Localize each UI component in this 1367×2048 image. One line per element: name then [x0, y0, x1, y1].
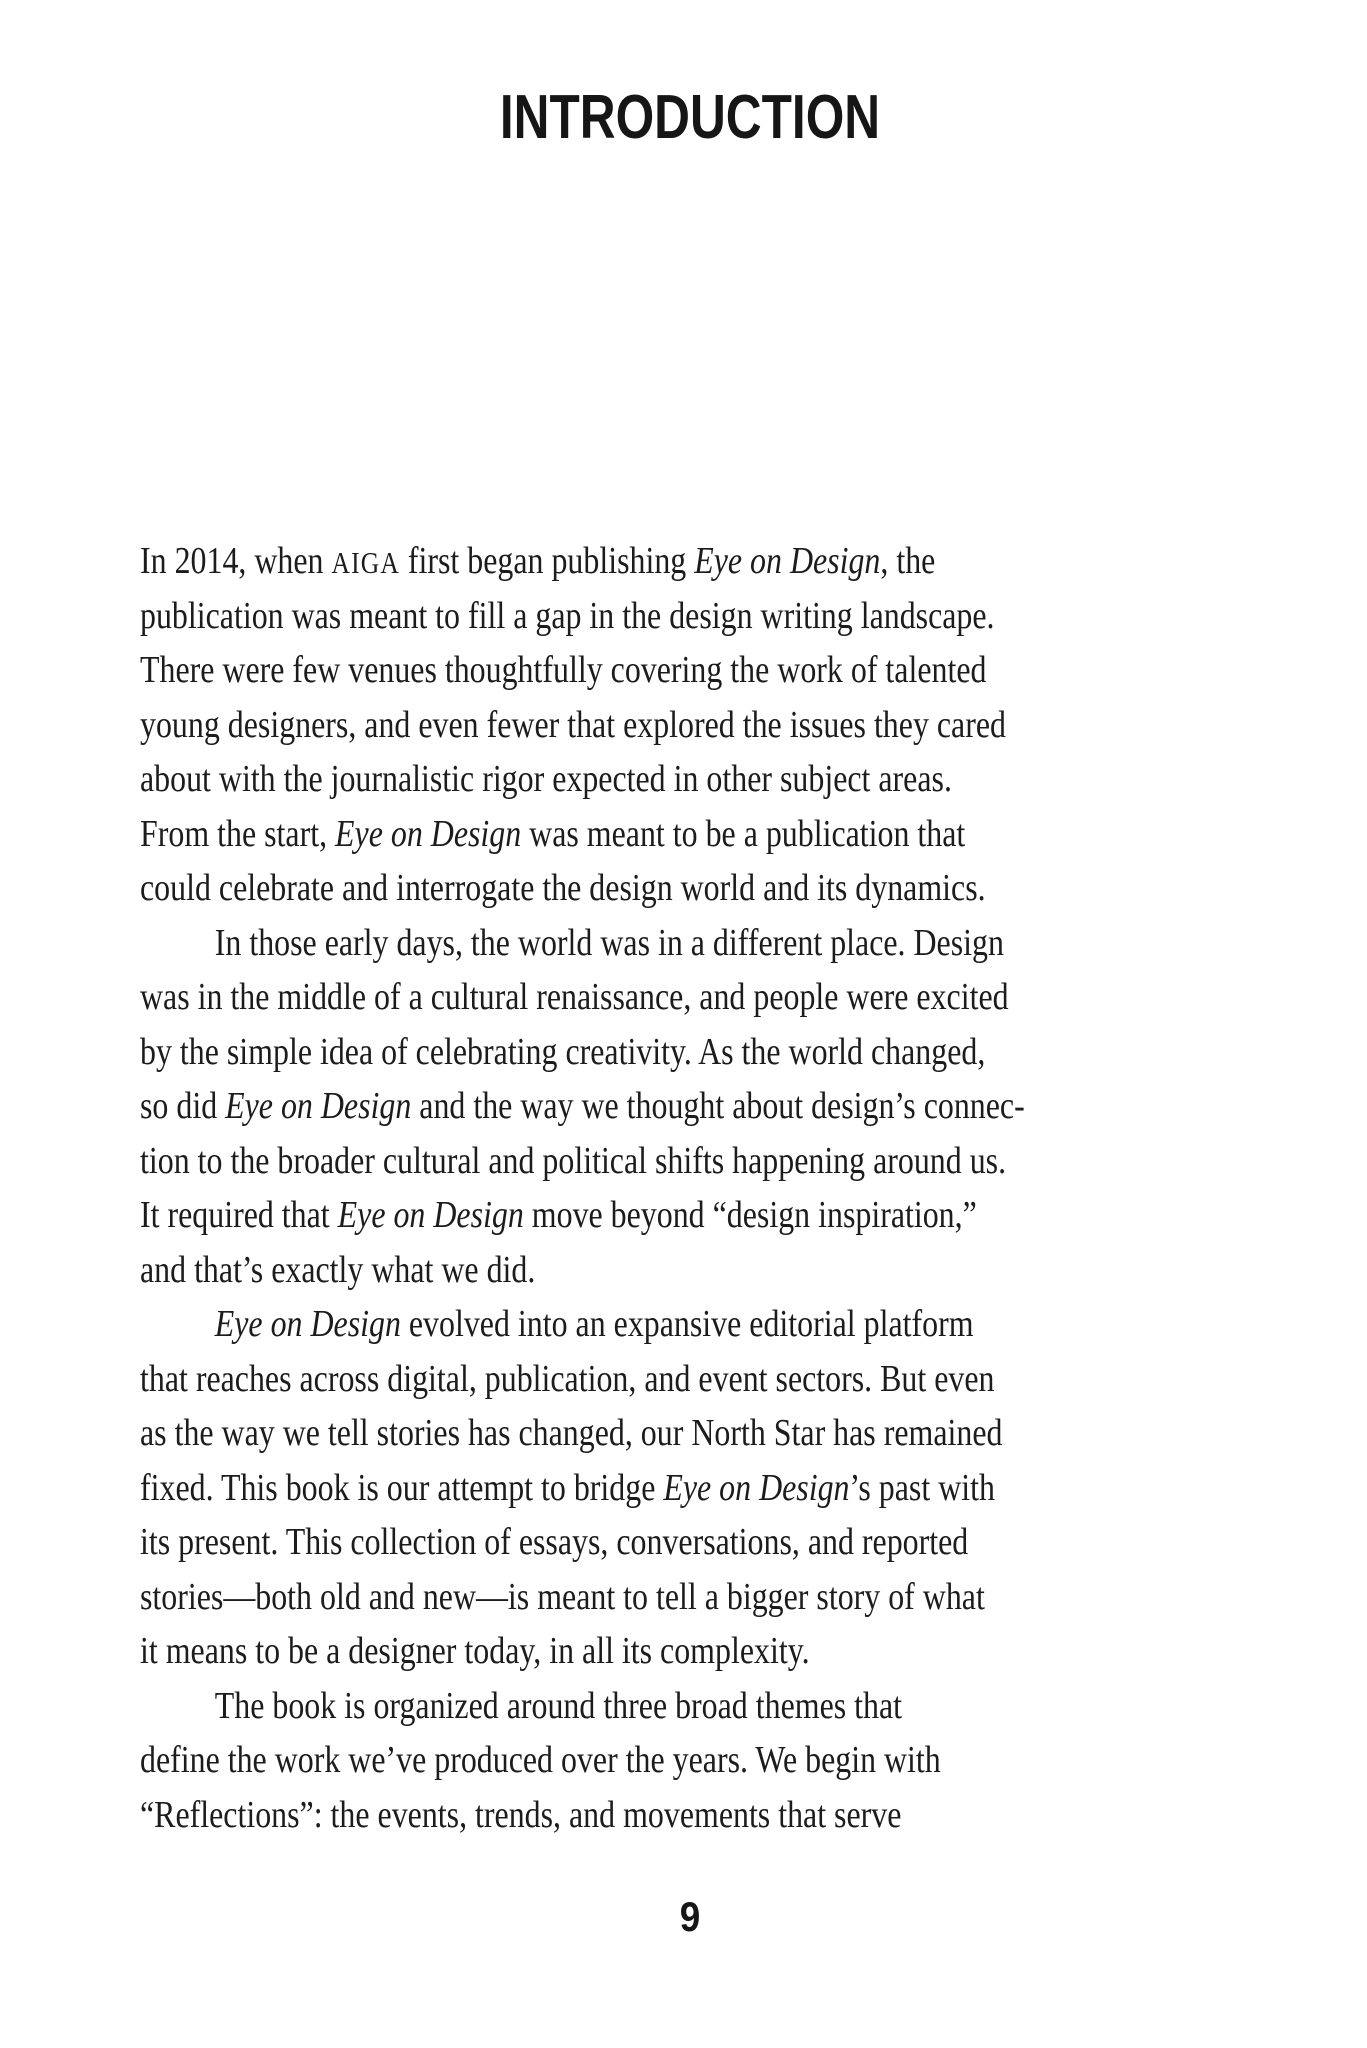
- text-segment: The book is organized around three broad themes that: [214, 1684, 903, 1727]
- page-number: 9: [679, 1893, 701, 1940]
- text-line: [140, 1243, 1240, 1298]
- text-line: [140, 1134, 1240, 1189]
- text-segment: could celebrate and interrogate the design world and its dynamics.: [140, 867, 986, 909]
- text-line: [140, 1515, 1240, 1570]
- italic-text: Eye on Design: [225, 1085, 412, 1127]
- italic-text: Eye on Design: [214, 1303, 401, 1345]
- smallcaps-text: AIGA: [331, 546, 400, 580]
- text-segment: define the work we’ve produced over the years. We begin with: [140, 1739, 941, 1781]
- text-segment: There were few venues thoughtfully covering the work of talented: [140, 649, 987, 691]
- italic-text: Eye on Design: [663, 1466, 850, 1509]
- text-segment: , the: [880, 540, 936, 582]
- text-segment: was meant to be a publication that: [521, 812, 966, 855]
- paragraph: [140, 534, 1240, 916]
- paragraph: [140, 1297, 1240, 1679]
- text-line: [140, 1679, 1240, 1734]
- text-segment: about with the journalistic rigor expected in other subject areas.: [140, 758, 952, 800]
- paragraph: [140, 1679, 1240, 1843]
- text-segment: move beyond “design inspiration,”: [523, 1194, 977, 1236]
- text-line: [140, 1570, 1240, 1625]
- text-line: [140, 970, 1240, 1025]
- paragraph: [140, 916, 1240, 1298]
- text-line: [140, 1025, 1240, 1080]
- italic-text: Eye on Design: [335, 812, 522, 855]
- text-segment: publication was meant to fill a gap in the design writing landscape.: [140, 594, 995, 637]
- text-segment: It required that: [140, 1194, 338, 1236]
- text-segment: In 2014, when: [140, 540, 332, 582]
- text-line: [140, 1406, 1240, 1461]
- text-segment: stories—both old and new—is meant to tell a bigger story of what: [140, 1575, 985, 1618]
- text-line: [140, 1733, 1240, 1788]
- text-segment: young designers, and even fewer that explored the issues they cared: [140, 703, 1006, 746]
- text-segment: that reaches across digital, publication, and event sectors. But even: [140, 1357, 995, 1400]
- text-line: [140, 589, 1240, 644]
- text-segment: and the way we thought about design’s connec-: [411, 1085, 1025, 1127]
- text-segment: tion to the broader cultural and political shifts happening around us.: [140, 1139, 1007, 1182]
- italic-text: Eye on Design: [337, 1194, 524, 1236]
- chapter-title: INTRODUCTION: [499, 83, 881, 152]
- text-segment: its present. This collection of essays, conversations, and reported: [140, 1521, 969, 1563]
- text-segment: as the way we tell stories has changed, our North Star has remained: [140, 1412, 1003, 1454]
- text-segment: “Reflections”: the events, trends, and movements that serve: [140, 1793, 902, 1836]
- text-segment: so did: [140, 1085, 226, 1127]
- text-line: [140, 807, 1240, 862]
- text-line: [140, 861, 1240, 916]
- body-text: [140, 534, 1240, 1842]
- text-segment: first began publishing: [399, 540, 695, 582]
- text-line: [140, 534, 1240, 589]
- text-line: [140, 1079, 1240, 1134]
- text-segment: it means to be a designer today, in all its complexity.: [140, 1630, 810, 1672]
- text-segment: fixed. This book is our attempt to bridge: [140, 1466, 664, 1509]
- text-segment: was in the middle of a cultural renaissance, and people were excited: [140, 976, 1009, 1018]
- text-line: [140, 1461, 1240, 1516]
- text-segment: From the start,: [140, 812, 336, 855]
- text-line: [140, 752, 1240, 807]
- text-segment: and that’s exactly what we did.: [140, 1248, 536, 1291]
- text-line: [140, 643, 1240, 698]
- text-segment: by the simple idea of celebrating creativity. As the world changed,: [140, 1030, 986, 1073]
- text-line: [140, 1188, 1240, 1243]
- text-segment: evolved into an expansive editorial platform: [400, 1303, 974, 1345]
- italic-text: Eye on Design: [694, 540, 881, 582]
- text-segment: ’s past with: [849, 1466, 995, 1509]
- text-line: [140, 698, 1240, 753]
- text-segment: In those early days, the world was in a different place. Design: [214, 921, 1004, 964]
- text-line: [140, 1297, 1240, 1352]
- text-line: [140, 1788, 1240, 1843]
- text-line: [140, 1624, 1240, 1679]
- text-line: [140, 916, 1240, 971]
- text-line: [140, 1352, 1240, 1407]
